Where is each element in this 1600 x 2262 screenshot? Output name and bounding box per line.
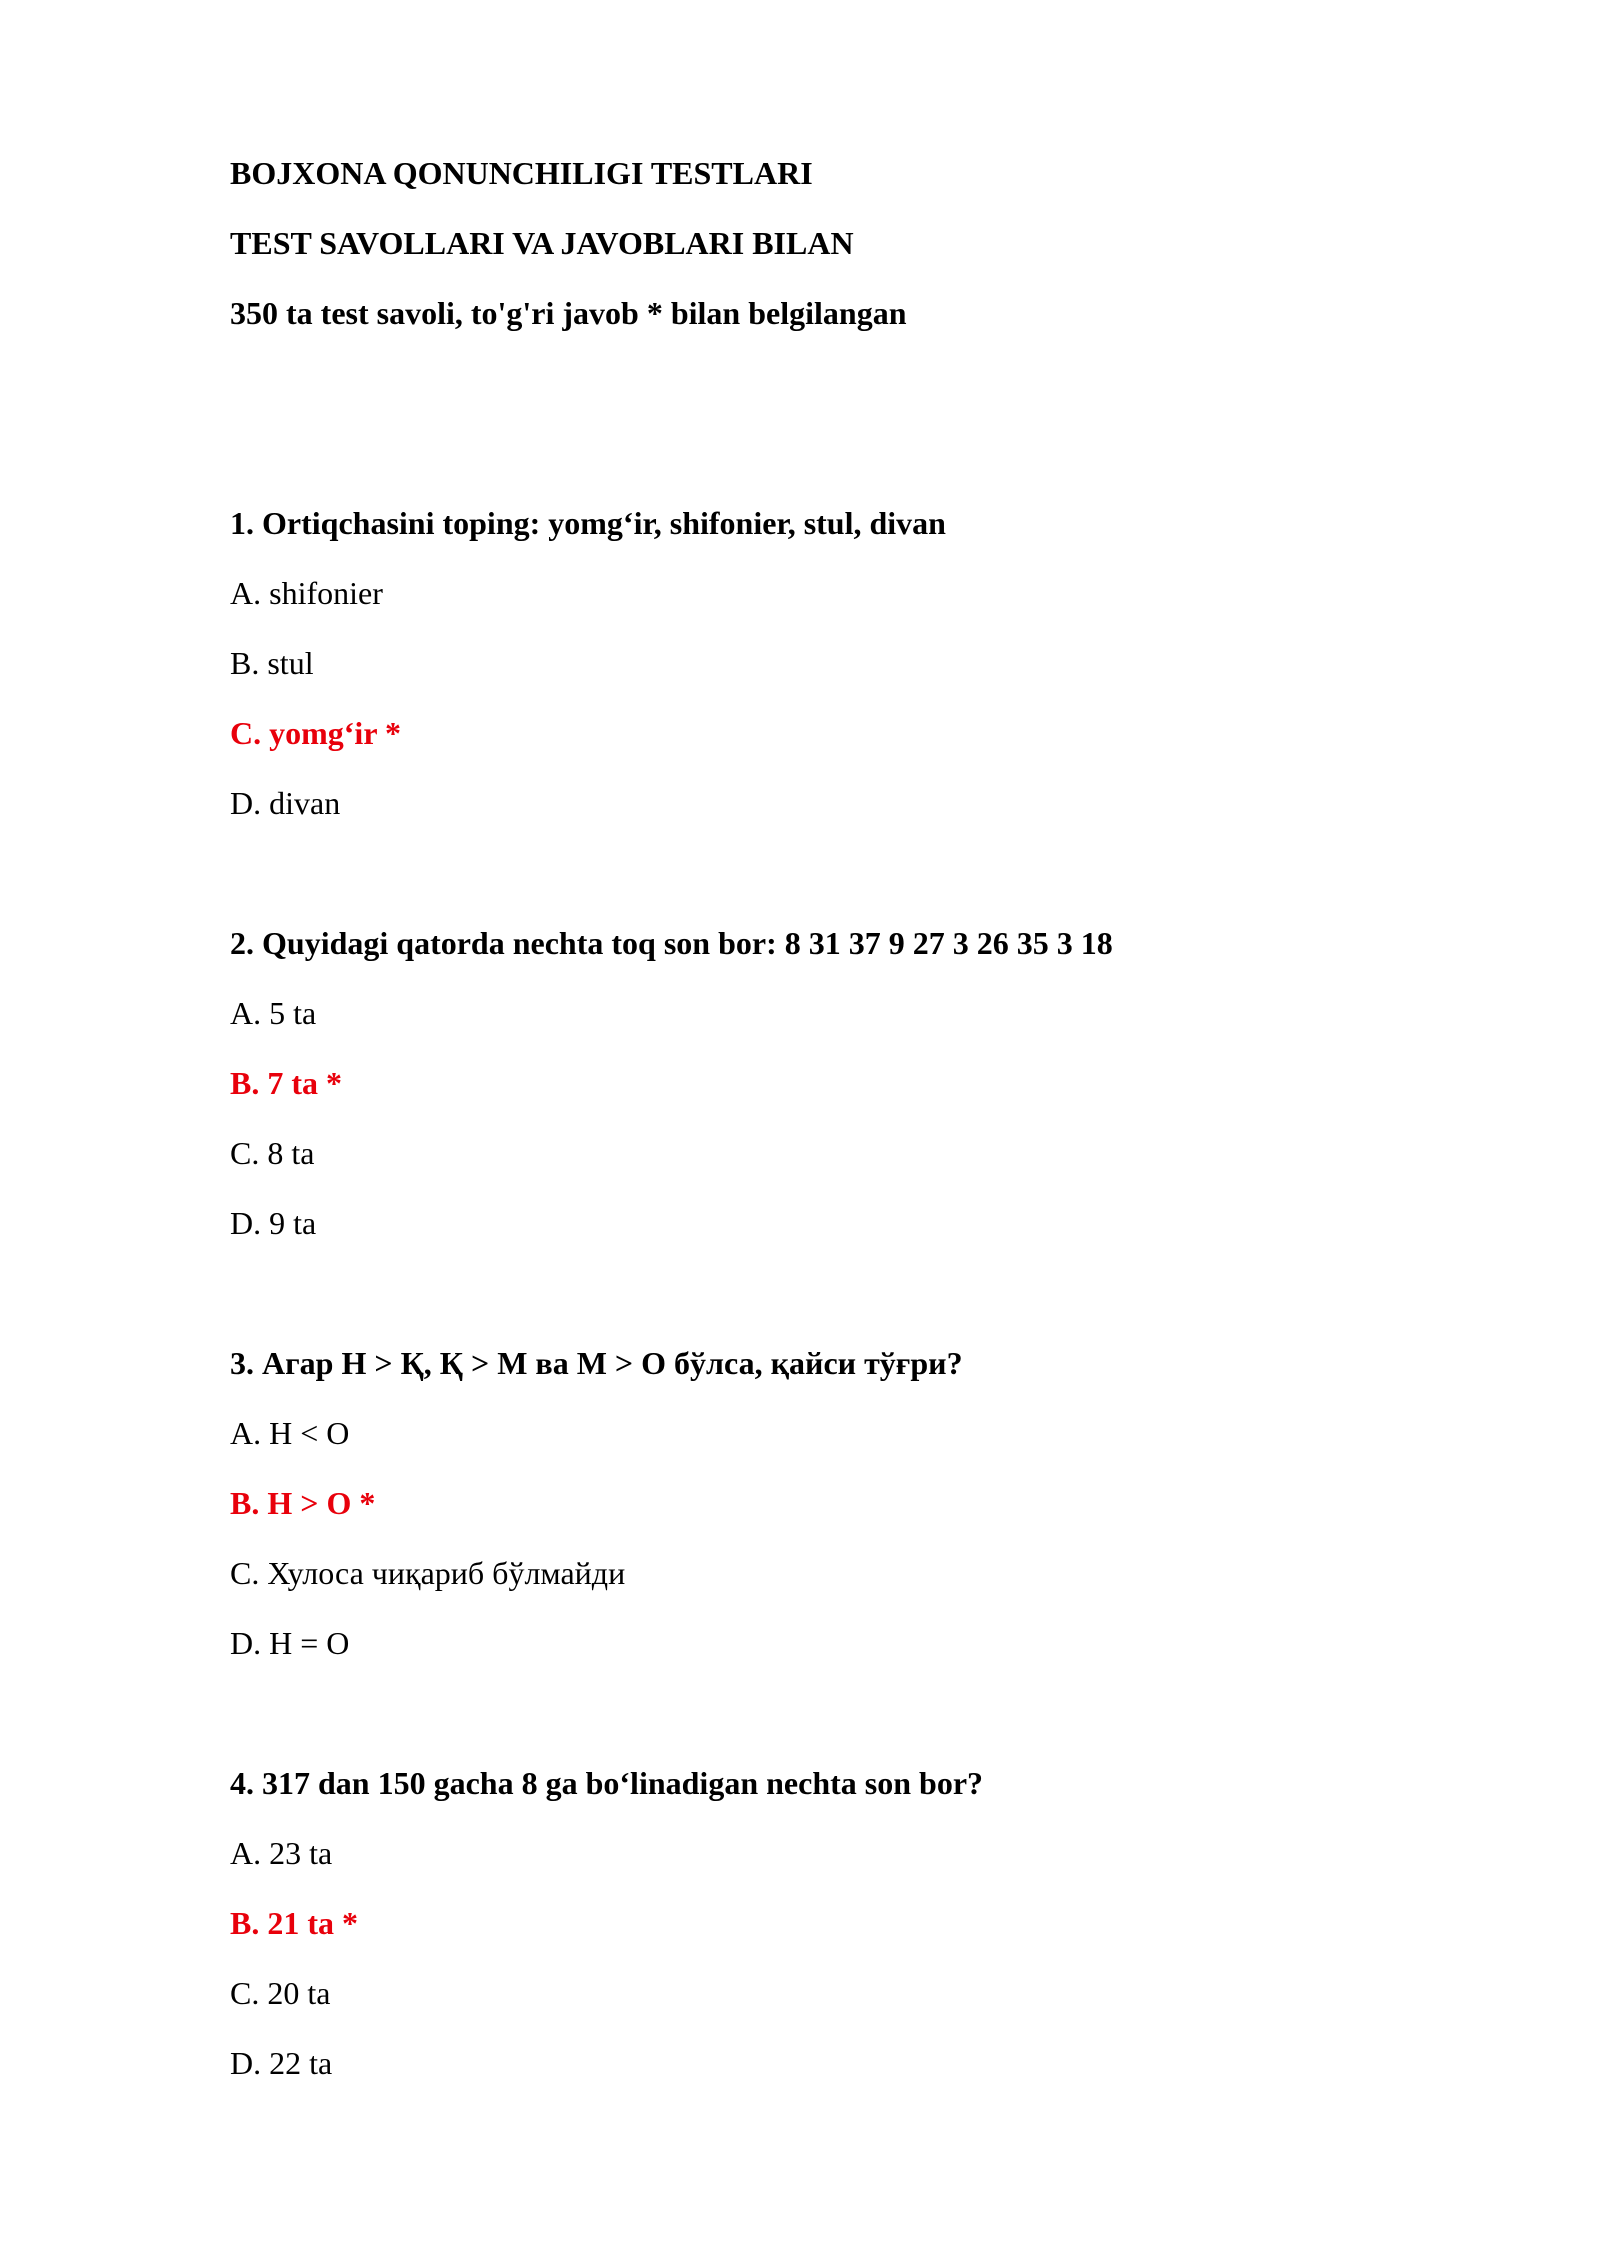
- answer-option-d: D. 22 ta: [230, 2045, 333, 2081]
- answer-option-c: C. 8 ta: [230, 1135, 315, 1171]
- answer-option-a: A. 23 ta: [230, 1835, 333, 1871]
- answer-option-a: A. 5 ta: [230, 995, 317, 1031]
- document-page: [230, 138, 1530, 2168]
- question-block-4: [230, 1748, 1530, 2098]
- answer-option-b: B. stul: [230, 645, 314, 681]
- document-title: BOJXONA QONUNCHILIGI TESTLARI: [230, 155, 813, 191]
- question-block-2: [230, 908, 1530, 1258]
- answer-option-d: D. divan: [230, 785, 341, 821]
- document-note: 350 ta test savoli, to'g'ri javob * bilan belgilangan: [230, 295, 907, 331]
- answer-option-d: D. 9 ta: [230, 1205, 317, 1241]
- answer-option-c: C. Хулоса чиқариб бўлмайди: [230, 1555, 626, 1591]
- answer-option-a: A. shifonier: [230, 575, 383, 611]
- document-header: [230, 138, 1530, 348]
- question-block-3: [230, 1328, 1530, 1678]
- document-subtitle: TEST SAVOLLARI VA JAVOBLARI BILAN: [230, 225, 854, 261]
- answer-option-b: B. 7 ta *: [230, 1065, 342, 1101]
- question-text: 1. Ortiqchasini toping: yomg‘ir, shifonier, stul, divan: [230, 505, 946, 541]
- question-block-1: [230, 488, 1530, 838]
- answer-option-a: A. Н < О: [230, 1415, 350, 1451]
- question-text: 4. 317 dan 150 gacha 8 ga bo‘linadigan nechta son bor?: [230, 1765, 984, 1801]
- answer-option-b: B. 21 ta *: [230, 1905, 358, 1941]
- answer-option-c: C. yomg‘ir *: [230, 715, 401, 751]
- answer-option-d: D. Н = О: [230, 1625, 350, 1661]
- answer-option-c: C. 20 ta: [230, 1975, 331, 2011]
- question-text: 3. Агар Н > Қ, Қ > М ва М > О бўлса, қайси тўғри?: [230, 1345, 963, 1381]
- question-text: 2. Quyidagi qatorda nechta toq son bor: 8 31 37 9 27 3 26 35 3 18: [230, 925, 1113, 961]
- answer-option-b: B. Н > О *: [230, 1485, 376, 1521]
